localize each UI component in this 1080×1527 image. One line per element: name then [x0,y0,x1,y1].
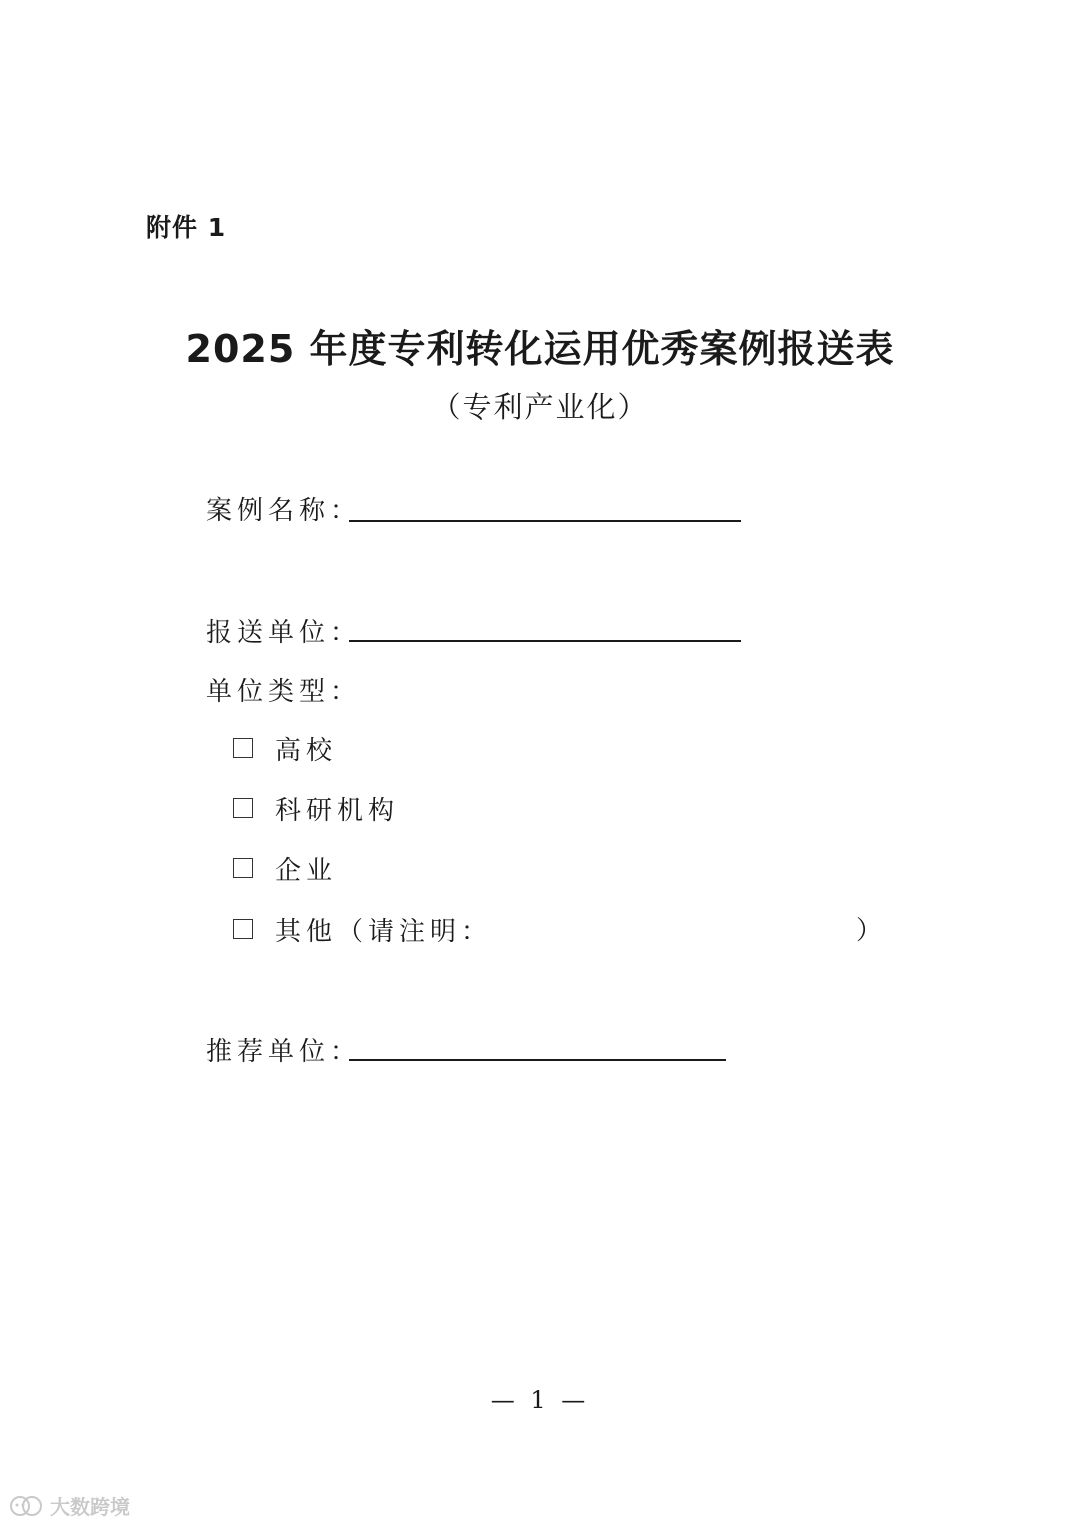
checkbox[interactable] [233,919,253,939]
option-label: 高校 [275,735,338,766]
case-name-field[interactable] [349,520,741,522]
case-name-label: 案例名称： [206,496,362,526]
recommending-unit-field[interactable] [349,1059,726,1061]
reporting-unit-label: 报送单位： [206,618,362,648]
unit-type-option-research-institute[interactable] [233,788,399,828]
watermark-text: 大数跨境 [50,1495,130,1519]
unit-type-option-enterprise[interactable] [233,848,337,888]
unit-type-option-other[interactable] [233,909,492,949]
attachment-label: 附件 1 [146,213,227,242]
reporting-unit-field[interactable] [349,640,741,642]
document-title: 2025 年度专利转化运用优秀案例报送表 [185,327,895,371]
unit-type-label: 单位类型： [206,677,362,707]
watermark [8,1491,130,1520]
page-number: — 1 — [490,1386,590,1414]
unit-type-option-university[interactable] [233,728,337,768]
checkbox[interactable] [233,798,253,818]
document-subtitle: （专利产业化） [431,390,649,424]
option-label: 企业 [275,855,338,886]
option-label: 科研机构 [275,795,400,826]
option-label: 其他（请注明： [275,916,493,947]
other-close-paren: ） [856,916,883,946]
checkbox[interactable] [233,858,253,878]
recommending-unit-label: 推荐单位： [206,1037,362,1067]
checkbox[interactable] [233,738,253,758]
wechat-logo-icon [8,1494,44,1518]
